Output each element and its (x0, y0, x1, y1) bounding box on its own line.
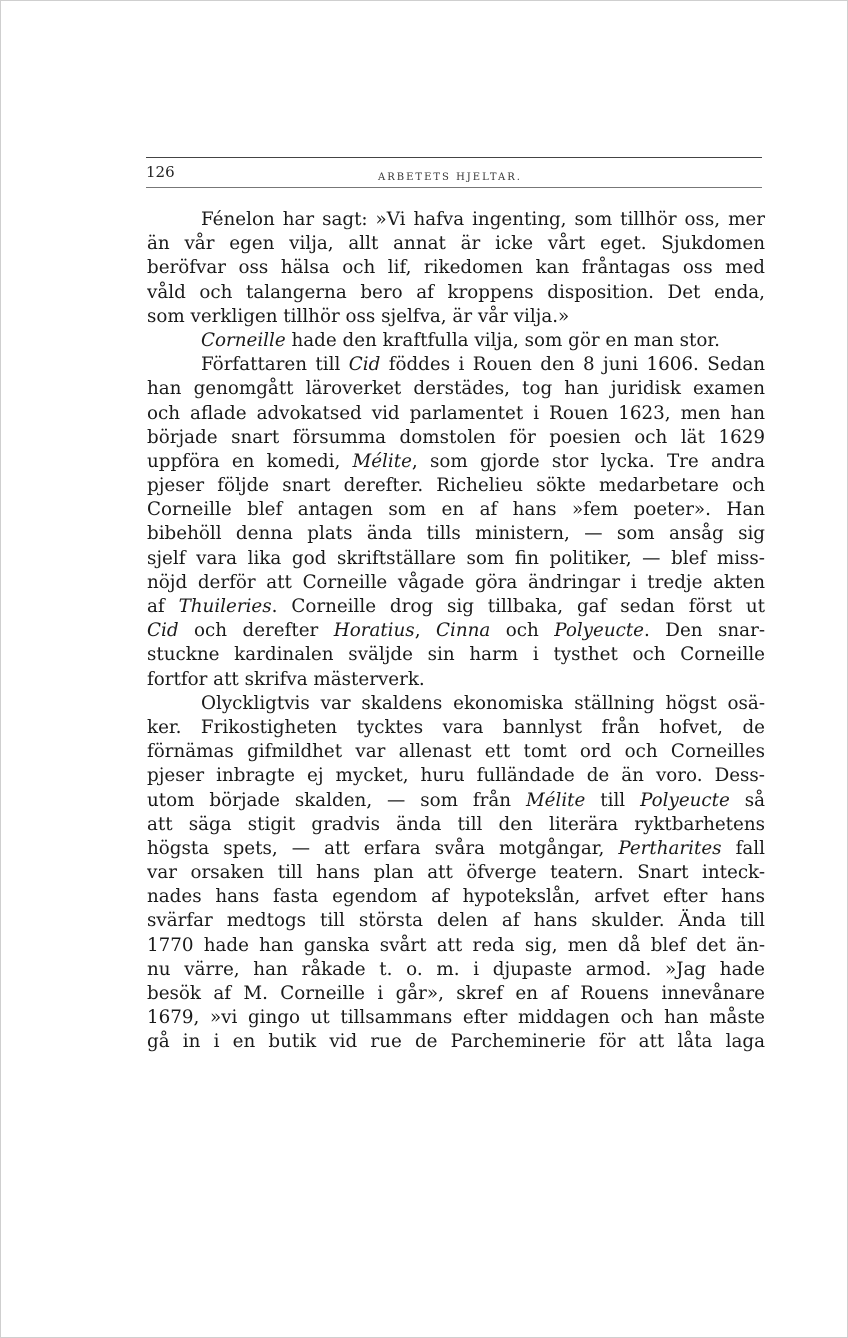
text-line: 1679, »vi gingo ut tillsammans efter middagen och han måste (147, 1007, 765, 1029)
text-line: Författaren till Cid föddes i Rouen den 8 juni 1606. Sedan (201, 354, 765, 376)
header-rule-top (146, 157, 762, 158)
page-number: 126 (146, 163, 175, 181)
text-line: var orsaken till hans plan att öfverge teatern. Snart inteck- (147, 862, 765, 884)
text-line: började snart försumma domstolen för poesien och lät 1629 (147, 426, 765, 448)
text-line: som verkligen tillhör oss sjelfva, är vår vilja.» (147, 305, 570, 327)
text-line: han genomgått läroverket derstädes, tog han juridisk examen (147, 378, 765, 400)
text-line: ker. Frikostigheten tycktes vara bannlyst från hofvet, de (147, 716, 765, 738)
text-line: nu värre, han råkade t. o. m. i djupaste armod. »Jag hade (147, 958, 765, 980)
text-line: fortfor att skrifva mästerverk. (147, 668, 425, 690)
text-line: nöjd derför att Corneille vågade göra ändringar i tredje akten (147, 571, 765, 593)
text-line: pjeser inbragte ej mycket, huru fulländade de än voro. Dess- (147, 765, 765, 787)
text-line: besök af M. Corneille i går», skref en af Rouens innevånare (147, 983, 765, 1004)
text-line: att säga stigit gradvis ända till den literära ryktbarhetens (147, 813, 765, 835)
text-line: Fénelon har sagt: »Vi hafva ingenting, som tillhör oss, mer (201, 209, 765, 230)
running-title: ARBETETS HJELTAR. (378, 172, 522, 183)
text-line: våld och talangerna bero af kroppens disposition. Det enda, (147, 281, 765, 303)
text-line: pjeser följde snart derefter. Richelieu sökte medarbetare och (147, 475, 765, 497)
text-line: förnämas gifmildhet var allenast ett tomt ord och Corneilles (147, 741, 765, 763)
text-line: Corneille hade den kraftfulla vilja, som gör en man stor. (201, 329, 720, 351)
text-line: stuckne kardinalen sväljde sin harm i tysthet och Corneille (147, 644, 765, 666)
text-line: uppföra en komedi, Mélite, som gjorde stor lycka. Tre andra (147, 450, 765, 472)
text-line: än vår egen vilja, allt annat är icke vårt eget. Sjukdomen (147, 233, 765, 255)
text-line: och aflade advokatsed vid parlamentet i Rouen 1623, men han (147, 402, 765, 424)
body-text (147, 208, 765, 1055)
text-line: Corneille blef antagen som en af hans »fem poeter». Han (147, 499, 765, 521)
text-line: sjelf vara lika god skriftställare som fin politiker, — blef miss- (147, 547, 765, 569)
text-line: bibehöll denna plats ända tills ministern, — som ansåg sig (147, 523, 765, 545)
header-rule-bottom (146, 187, 762, 188)
text-line: af Thuileries. Corneille drog sig tillbaka, gaf sedan först ut (147, 596, 765, 617)
text-line: svärfar medtogs till största delen af hans skulder. Ända till (147, 910, 765, 932)
text-line: gå in i en butik vid rue de Parcheminerie för att låta laga (147, 1031, 765, 1053)
text-line: utom började skalden, — som från Mélite till Polyeucte så (147, 789, 765, 811)
text-line: nades hans fasta egendom af hypotekslån, arfvet efter hans (147, 886, 765, 908)
text-line: beröfvar oss hälsa och lif, rikedomen kan fråntagas oss med (147, 257, 765, 279)
text-line: Cid och derefter Horatius, Cinna och Polyeucte. Den snar- (147, 620, 765, 642)
text-line: Olyckligtvis var skaldens ekonomiska ställning högst osä- (201, 692, 765, 714)
text-line: högsta spets, — att erfara svåra motgångar, Pertharites fall (147, 837, 765, 859)
text-line: 1770 hade han ganska svårt att reda sig, men då blef det än- (147, 934, 765, 956)
